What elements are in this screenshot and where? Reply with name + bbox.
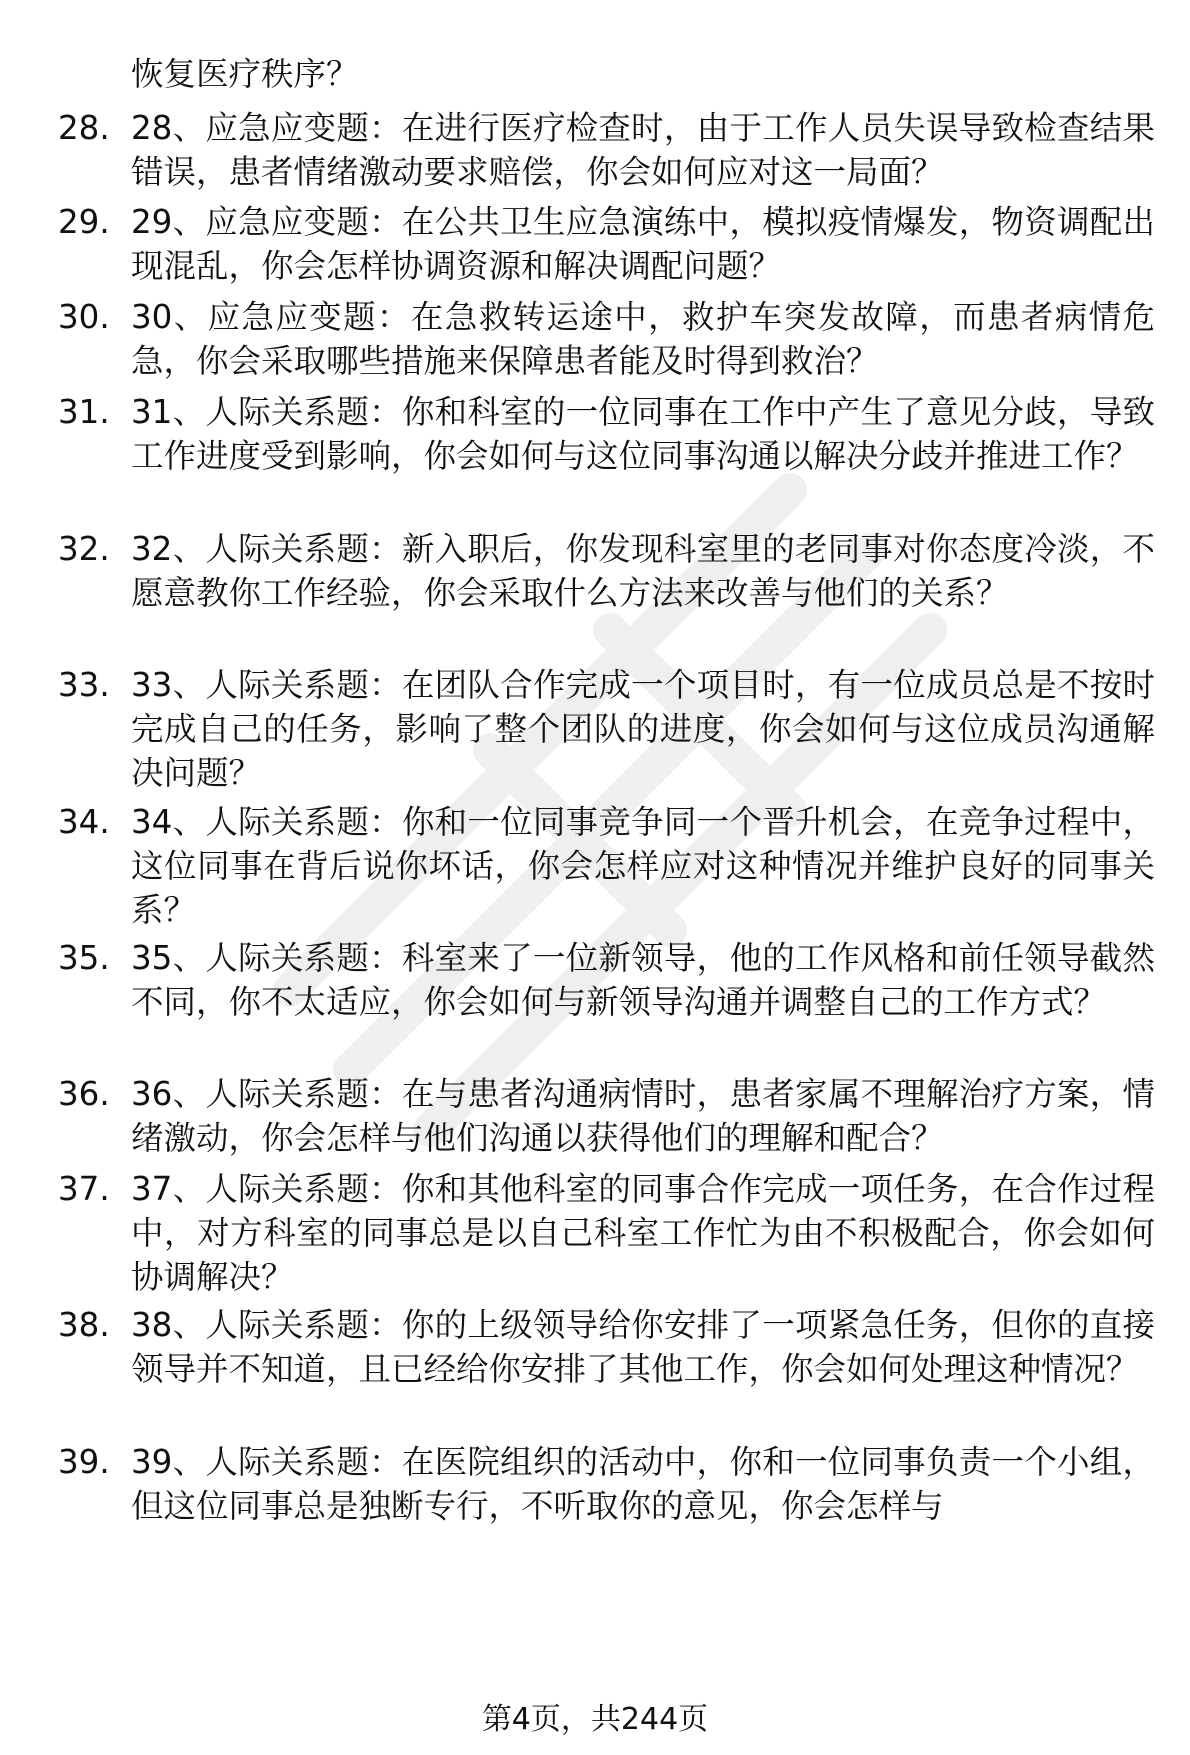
question-text: 28、应急应变题：在进行医疗检查时，由于工作人员失误导致检查结果错误，患者情绪激动要求赔偿，你会如何应对这一局面？ — [131, 109, 1155, 191]
question-number: 31. — [58, 393, 110, 431]
question-text: 34、人际关系题：你和一位同事竞争同一个晋升机会，在竞争过程中，这位同事在背后说你坏话，你会怎样应对这种情况并维护良好的同事关系？ — [131, 803, 1155, 929]
question-number: 33. — [58, 666, 110, 704]
page-footer: 第4页，共244页 — [481, 1702, 709, 1737]
question-number: 38. — [58, 1306, 110, 1344]
question-text: 29、应急应变题：在公共卫生应急演练中，模拟疫情爆发，物资调配出现混乱，你会怎样协调资源和解决调配问题？ — [131, 203, 1155, 285]
question-text: 30、应急应变题：在急救转运途中，救护车突发故障，而患者病情危急，你会采取哪些措施来保障患者能及时得到救治？ — [131, 298, 1155, 380]
question-text: 31、人际关系题：你和科室的一位同事在工作中产生了意见分歧，导致工作进度受到影响，你会如何与这位同事沟通以解决分歧并推进工作？ — [131, 393, 1155, 475]
question-number: 30. — [58, 298, 110, 336]
question-number: 36. — [58, 1075, 110, 1113]
question-text: 37、人际关系题：你和其他科室的同事合作完成一项任务，在合作过程中，对方科室的同事总是以自己科室工作忙为由不积极配合，你会如何协调解决？ — [131, 1170, 1155, 1296]
question-number: 35. — [58, 939, 110, 977]
question-text: 39、人际关系题：在医院组织的活动中，你和一位同事负责一个小组，但这位同事总是独断专行，不听取你的意见，你会怎样与 — [131, 1443, 1155, 1525]
continuation-text: 恢复医疗秩序？ — [131, 55, 359, 93]
question-text: 33、人际关系题：在团队合作完成一个项目时，有一位成员总是不按时完成自己的任务，影响了整个团队的进度，你会如何与这位成员沟通解决问题？ — [131, 666, 1155, 792]
question-number: 29. — [58, 203, 110, 241]
question-text: 32、人际关系题：新入职后，你发现科室里的老同事对你态度冷淡，不愿意教你工作经验，你会采取什么方法来改善与他们的关系？ — [131, 530, 1155, 612]
question-number: 32. — [58, 530, 110, 568]
question-number: 34. — [58, 803, 110, 841]
question-number: 37. — [58, 1170, 110, 1208]
question-number: 39. — [58, 1443, 110, 1481]
question-text: 35、人际关系题：科室来了一位新领导，他的工作风格和前任领导截然不同，你不太适应，你会如何与新领导沟通并调整自己的工作方式？ — [131, 939, 1155, 1021]
question-text: 36、人际关系题：在与患者沟通病情时，患者家属不理解治疗方案，情绪激动，你会怎样与他们沟通以获得他们的理解和配合？ — [131, 1075, 1155, 1157]
question-text: 38、人际关系题：你的上级领导给你安排了一项紧急任务，但你的直接领导并不知道，且已经给你安排了其他工作，你会如何处理这种情况？ — [131, 1306, 1155, 1388]
question-number: 28. — [58, 109, 110, 147]
